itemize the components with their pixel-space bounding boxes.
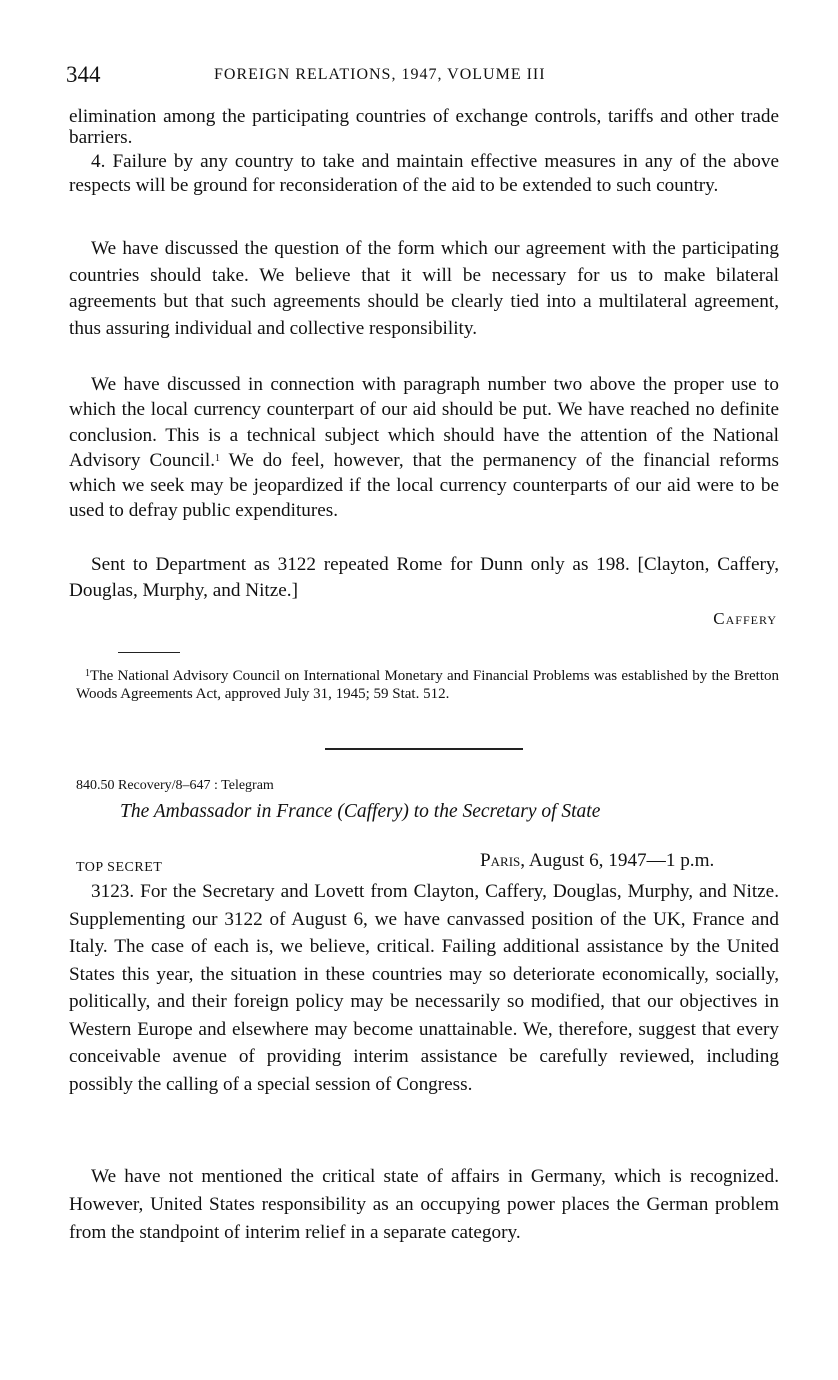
telegram-3123-text: 3123. For the Secretary and Lovett from Clayton, Caffery, Douglas, Murphy, and Nitze. Supplementing our 3122 of August 6, we have canvassed position of the UK, France and Italy. The case of each is, we believe, critical. Failing additional assistance by the United States this year, the situation in these countries may so deteriorate economically, socially, politically, and their foreign policy may be necessarily so modified, that our objectives in Western Europe and elsewhere may become unattainable. We, therefore, suggest that every conceivable avenue of providing interim assistance be carefully reviewed, including possibly the calling of a special session of Congress. — [69, 881, 779, 1095]
footnote-text: The National Advisory Council on International Monetary and Financial Problems was established by the Bretton Woods Agreements Act, approved July 31, 1945; 59 Stat. 512. — [76, 668, 779, 703]
continuation-text: elimination among the participating countries of exchange controls, tariffs and other trade barriers. — [69, 106, 779, 148]
running-title: FOREIGN RELATIONS, 1947, VOLUME III — [214, 66, 546, 83]
item-4-text: 4. Failure by any country to take and maintain effective measures in any of the above respects will be ground for reconsideration of the aid to be extended to such country. — [69, 151, 779, 196]
document-title: The Ambassador in France (Caffery) to the Secretary of State — [120, 801, 601, 822]
paragraph-currency-end: We do feel, however, that the permanency of the financial reforms which we seek may be jeopardized if the local currency counterparts of our aid were to be used to defray public expenditures. — [69, 449, 779, 522]
sent-line: Sent to Department as 3122 repeated Rome for Dunn only as 198. [Clayton, Caffery, Douglas, Murphy, and Nitze.] — [69, 554, 779, 601]
classification: TOP SECRET — [76, 860, 163, 875]
paragraph-currency — [69, 372, 779, 524]
section-divider — [325, 748, 523, 750]
footnote-divider — [118, 652, 180, 653]
paragraph-germany: We have not mentioned the critical state of affairs in Germany, which is recognized. However, United States responsibility as an occupying power places the German problem from the standpoint of interim relief in a separate category. — [69, 1166, 779, 1243]
paragraph-currency-start: We have discussed in connection with paragraph number two above the proper use to which the local currency counterpart of our aid should be put. We have reached no definite conclusion. This is a technical subject which should have the attention of the National Advisory Council. — [69, 374, 779, 471]
file-reference: 840.50 Recovery/8–647 : Telegram — [76, 778, 274, 793]
dateline-place: Paris — [480, 850, 521, 871]
page-number: 344 — [66, 62, 101, 87]
paragraph-agreement: We have discussed the question of the form which our agreement with the participating countries should take. We believe that it will be necessary for us to make bilateral agreements but that such agreements should be clearly tied into a multilateral agreement, thus assuring individual and collective responsibility. — [69, 238, 779, 340]
dateline — [480, 850, 714, 872]
footnote-marker: 1 — [85, 668, 90, 679]
footnote — [76, 667, 779, 704]
signature-caffery: Caffery — [713, 609, 777, 628]
dateline-date: , August 6, 1947—1 p.m. — [520, 850, 715, 871]
footnote-reference[interactable]: 1 — [215, 452, 220, 464]
